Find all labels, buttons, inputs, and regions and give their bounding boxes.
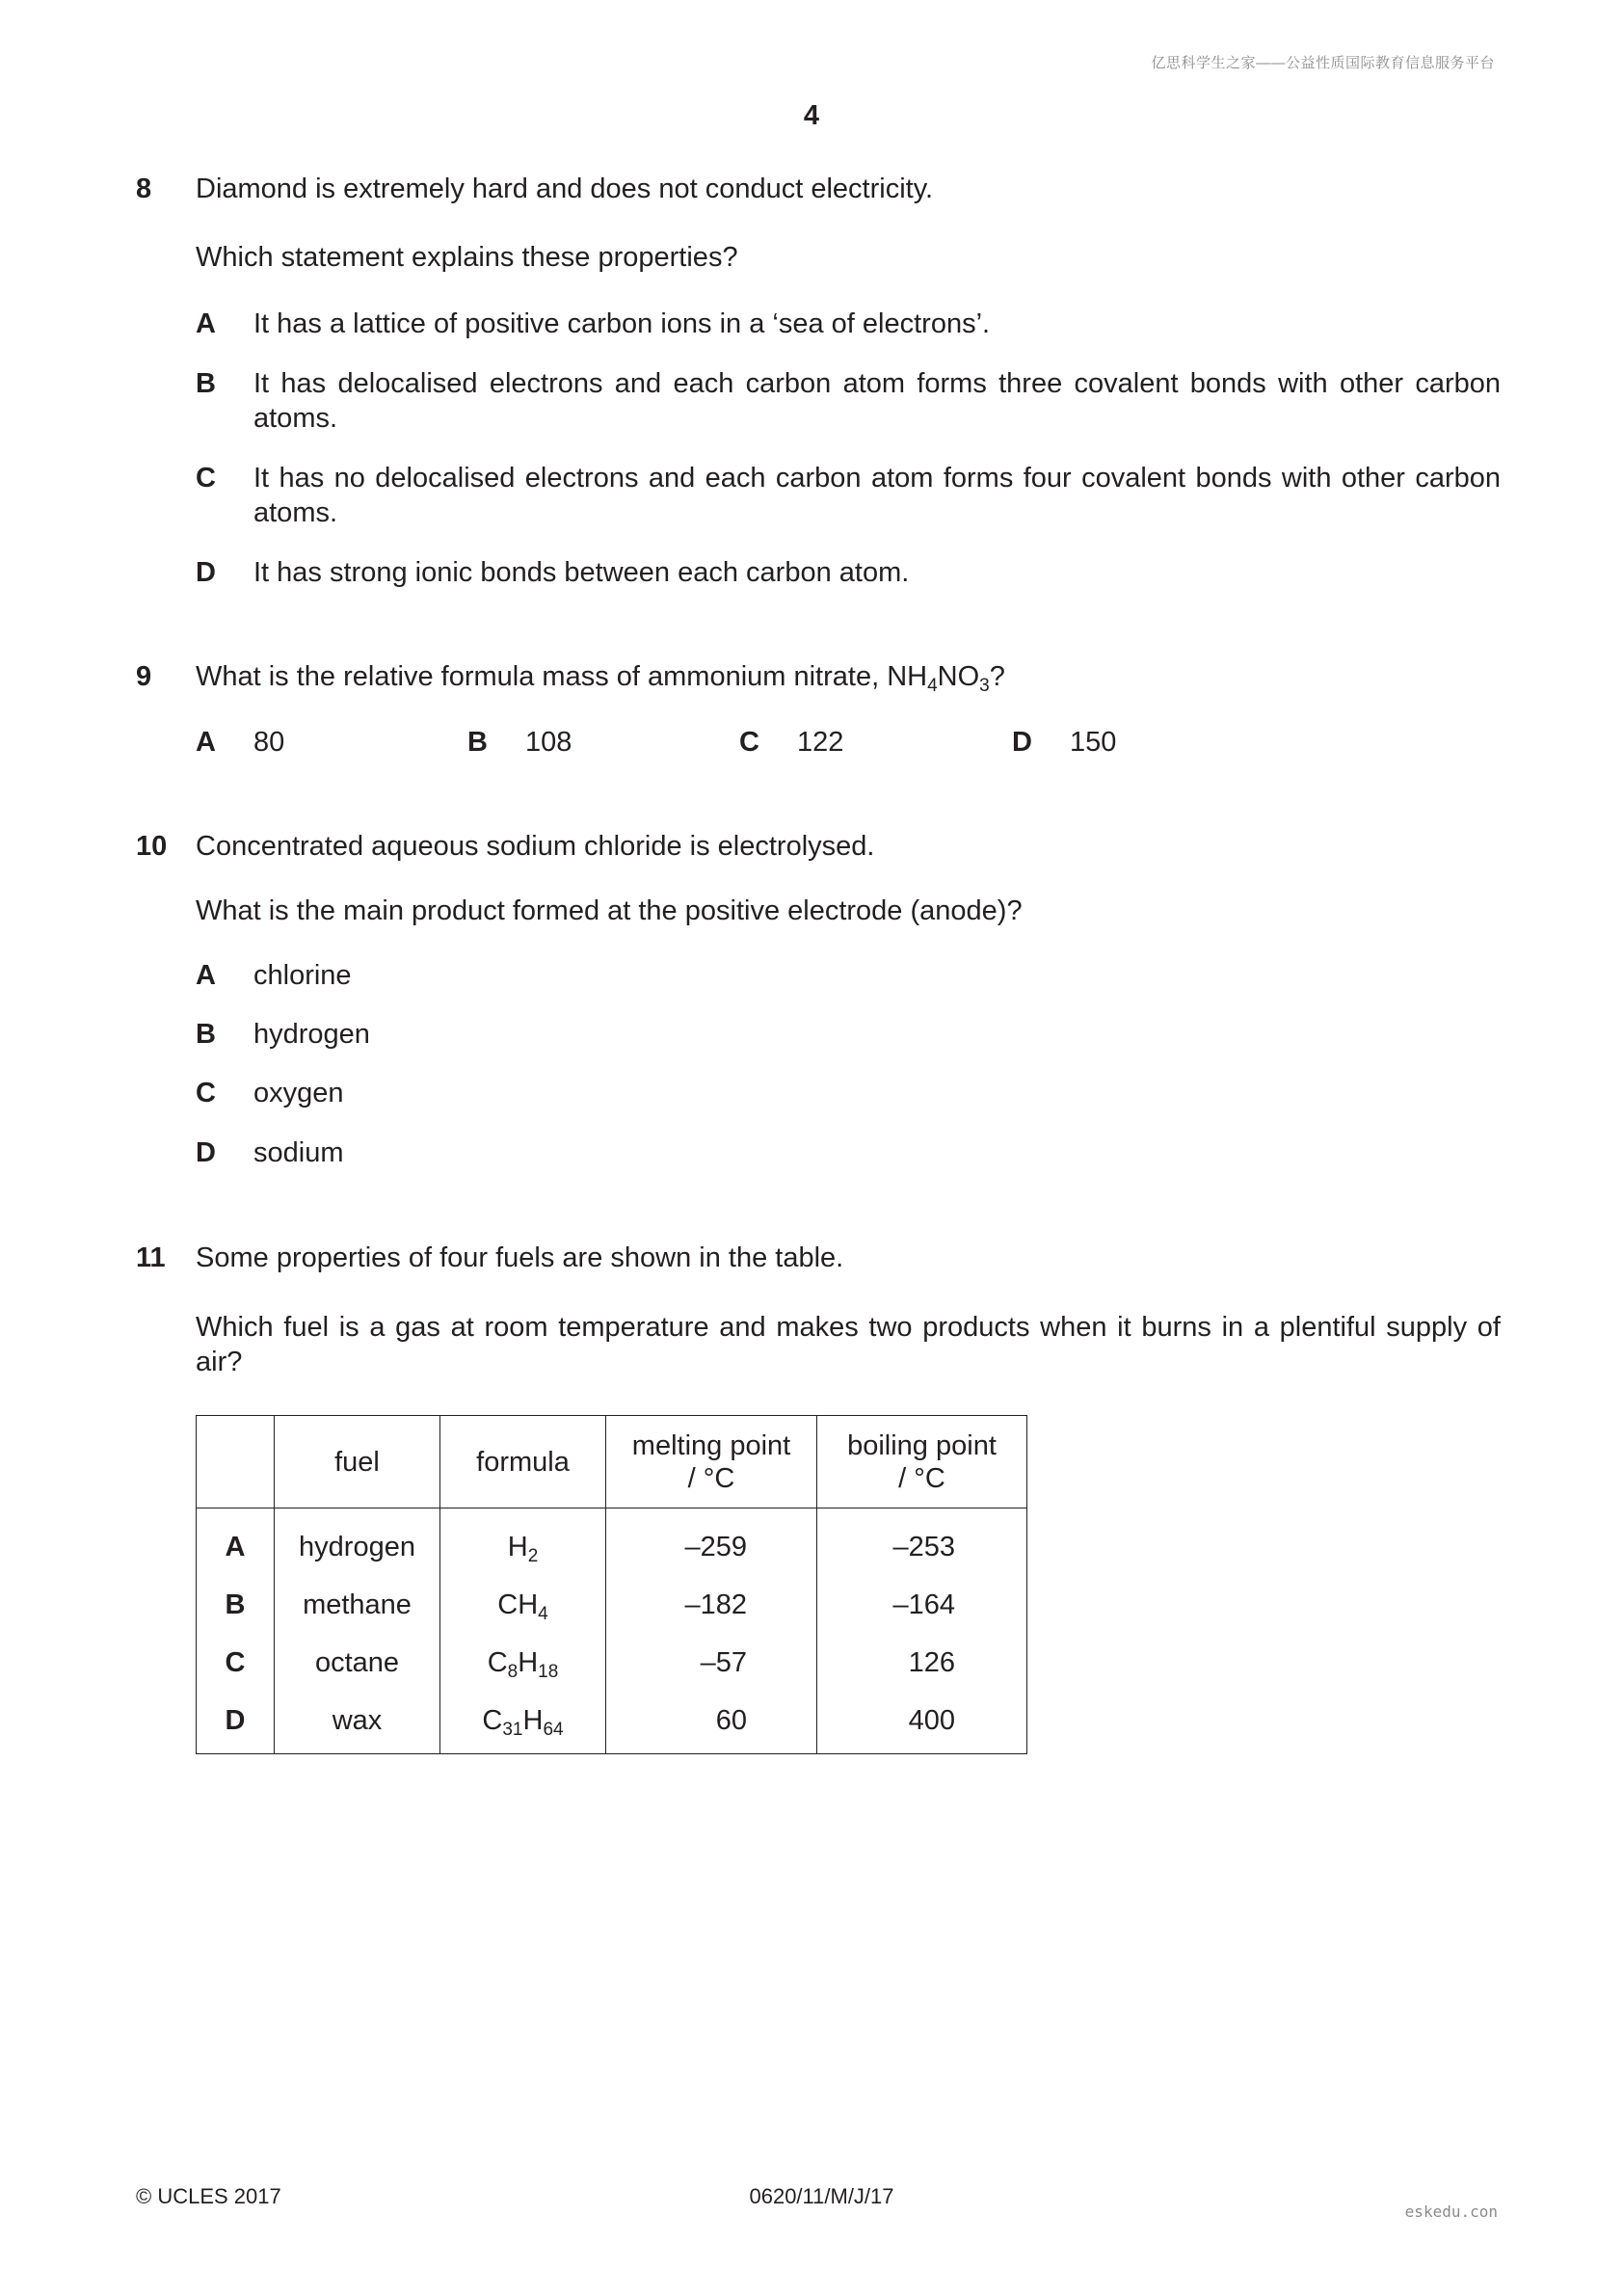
question-number: 9 — [136, 661, 152, 692]
question-number: 11 — [136, 1242, 166, 1273]
option-letter: A — [196, 960, 216, 991]
question-number: 10 — [136, 831, 168, 862]
boiling-point: –164 — [817, 1576, 1027, 1634]
header-fuel: fuel — [275, 1416, 440, 1508]
question-stem: What is the relative formula mass of ammonium nitrate, $NH_4NO_3$? — [196, 661, 1005, 696]
fuel-name: wax — [275, 1692, 440, 1754]
option-text: oxygen — [253, 1078, 344, 1108]
fuels-table — [196, 1415, 1027, 1754]
option-letter: B — [467, 727, 488, 758]
fuel-name: methane — [275, 1576, 440, 1634]
fuel-formula: $H_2$ — [440, 1508, 606, 1577]
question-number: 8 — [136, 174, 152, 204]
table-row — [197, 1692, 1027, 1754]
question-prompt: Which statement explains these properties? — [196, 242, 738, 273]
option-letter: D — [1012, 727, 1032, 758]
melting-point: –182 — [606, 1576, 817, 1634]
option-text: It has delocalised electrons and each carbon atom forms three covalent bonds with other carbon atoms. — [253, 368, 1501, 434]
boiling-point: 400 — [817, 1692, 1027, 1754]
option-letter: C — [196, 463, 216, 494]
option-letter: D — [196, 557, 216, 588]
fuel-formula: $CH_4$ — [440, 1576, 606, 1634]
watermark-bottom: eskedu.con — [1404, 2203, 1498, 2221]
melting-point: 60 — [606, 1692, 817, 1754]
melting-point: –57 — [606, 1634, 817, 1692]
option-letter: A — [196, 727, 216, 758]
option-letter: C — [739, 727, 759, 758]
boiling-point: –253 — [817, 1508, 1027, 1577]
watermark-top: 亿思科学生之家——公益性质国际教育信息服务平台 — [1151, 55, 1495, 71]
fuel-formula: $C_{31}H_{64}$ — [440, 1692, 606, 1754]
option-text: It has strong ionic bonds between each carbon atom. — [253, 557, 910, 588]
page-number: 4 — [803, 100, 820, 131]
melting-point: –259 — [606, 1508, 817, 1577]
boiling-point: 126 — [817, 1634, 1027, 1692]
question-stem: Some properties of four fuels are shown in the table. — [196, 1242, 844, 1273]
row-letter: A — [197, 1508, 275, 1577]
question-prompt: Which fuel is a gas at room temperature and makes two products when it burns in a plentiful supply of air? — [196, 1312, 1501, 1377]
row-letter: D — [197, 1692, 275, 1754]
header-letter — [197, 1416, 275, 1508]
footer-copyright: © UCLES 2017 — [136, 2184, 281, 2208]
header-melting-point: melting point / °C — [606, 1416, 817, 1508]
option-text: chlorine — [253, 960, 352, 991]
option-letter: C — [196, 1078, 216, 1108]
row-letter: C — [197, 1634, 275, 1692]
table-row — [197, 1508, 1027, 1577]
table-header-row — [197, 1416, 1027, 1508]
header-boiling-point: boiling point / °C — [817, 1416, 1027, 1508]
option-letter: B — [196, 368, 216, 399]
option-letter: B — [196, 1019, 216, 1050]
fuel-name: octane — [275, 1634, 440, 1692]
option-text: sodium — [253, 1137, 344, 1168]
option-letter: D — [196, 1137, 216, 1168]
table-row — [197, 1576, 1027, 1634]
fuel-formula: $C_8H_{18}$ — [440, 1634, 606, 1692]
question-prompt: What is the main product formed at the positive electrode (anode)? — [196, 895, 1023, 926]
question-stem: Concentrated aqueous sodium chloride is electrolysed. — [196, 831, 875, 862]
option-letter: A — [196, 308, 216, 339]
option-text: It has no delocalised electrons and each carbon atom forms four covalent bonds with other carbon atoms. — [253, 463, 1501, 528]
option-text: 108 — [525, 727, 572, 758]
footer-paper-code: 0620/11/M/J/17 — [749, 2184, 894, 2208]
header-formula: formula — [440, 1416, 606, 1508]
option-text: It has a lattice of positive carbon ions in a ‘sea of electrons’. — [253, 308, 991, 339]
option-text: 122 — [797, 727, 844, 758]
question-stem: Diamond is extremely hard and does not conduct electricity. — [196, 174, 934, 204]
option-text: 80 — [253, 727, 285, 758]
option-text: hydrogen — [253, 1019, 370, 1050]
fuel-name: hydrogen — [275, 1508, 440, 1577]
row-letter: B — [197, 1576, 275, 1634]
table-row — [197, 1634, 1027, 1692]
option-text: 150 — [1070, 727, 1117, 758]
